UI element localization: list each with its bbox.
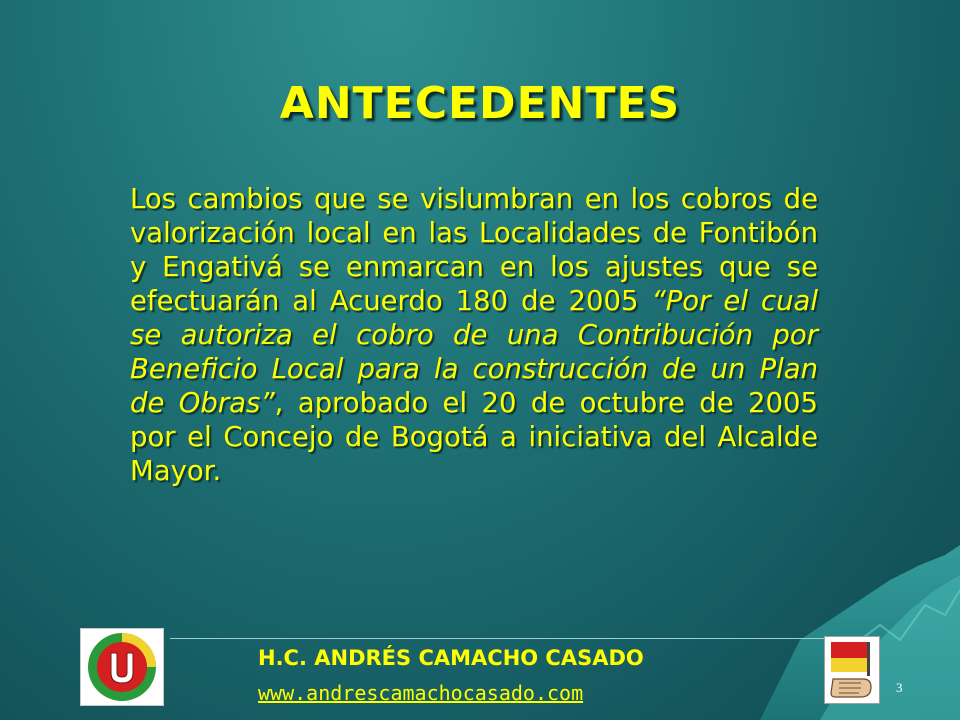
slide-title: ANTECEDENTES <box>279 78 681 129</box>
footer-name: H.C. ANDRÉS CAMACHO CASADO <box>258 646 644 670</box>
page-number: 3 <box>896 680 903 695</box>
party-logo-u-icon <box>80 628 164 706</box>
footer-divider <box>170 638 880 639</box>
footer-website-link[interactable]: www.andrescamachocasado.com <box>258 681 584 705</box>
body-tail-text: , aprobado el 20 de octubre de 2005 por el Concejo de Bogotá a iniciativa del Alcalde Mayor. <box>130 387 818 487</box>
flag-fist-icon <box>824 636 880 704</box>
body-plain-text: Los cambios que se vislumbran en los cobros de valorización local en las Localidades de Fontibón y Engativá se enmarcan en los ajustes que se efectuarán al Acuerdo 180 de 2005 <box>130 183 818 317</box>
body-italic-quote: “Por el cual se autoriza el cobro de una Contribución por Beneficio Local para la construcción de un Plan de Obras” <box>130 285 819 419</box>
body-paragraph <box>130 182 818 488</box>
